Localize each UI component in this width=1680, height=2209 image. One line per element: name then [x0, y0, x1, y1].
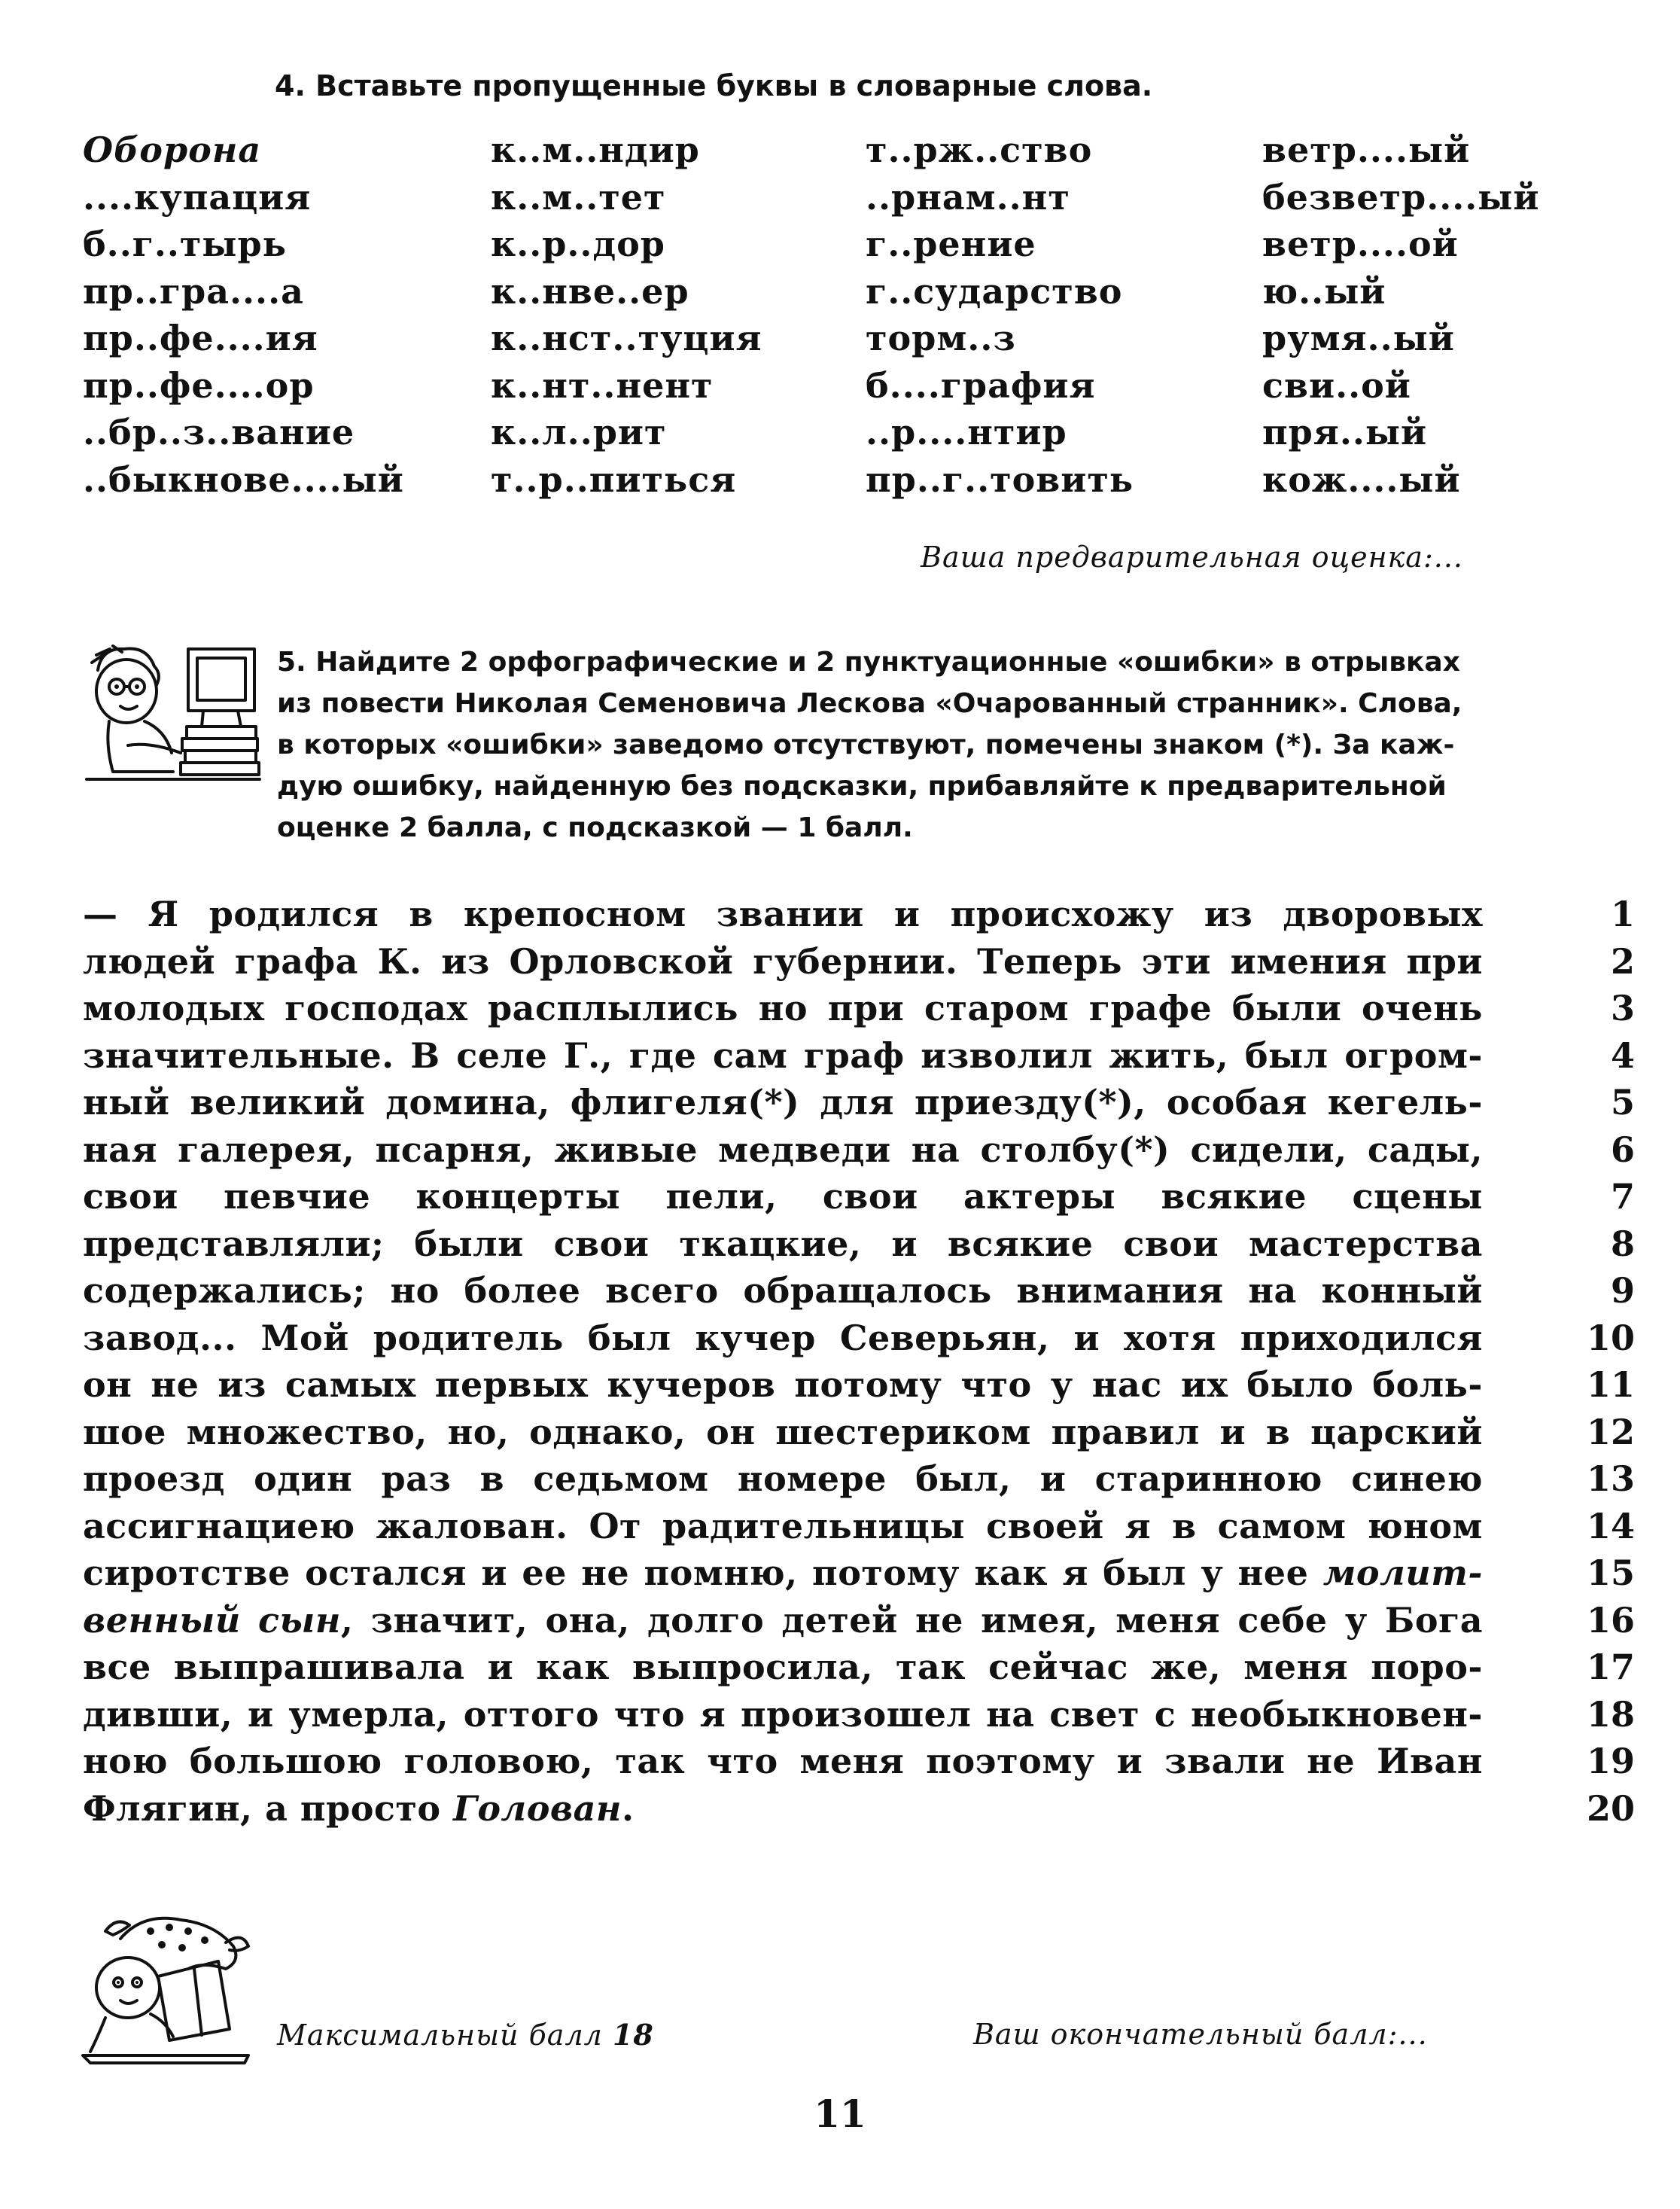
excerpt-line	[83, 1032, 1635, 1080]
word-item: к..м..ндир	[491, 129, 700, 170]
word-item: б..г..тырь	[83, 224, 287, 264]
max-score-label: Максимальный балл	[277, 2019, 603, 2052]
line-number: 6	[1610, 1129, 1635, 1170]
line-number: 2	[1610, 940, 1635, 982]
excerpt-italic-text: молит-	[1322, 1552, 1483, 1593]
word-item: к..м..тет	[491, 176, 666, 218]
word-item: кож....ый	[1262, 459, 1461, 500]
excerpt-line	[83, 1126, 1635, 1174]
excerpt-line-text: ный великий домина, флигеля(*) для приезду(*), особая кегель-	[83, 1082, 1483, 1123]
word-item: торм..з	[866, 318, 1016, 358]
word-item: пря..ый	[1262, 412, 1428, 452]
excerpt-text: сиротстве остался и ее не помню, потому как я был у нее	[83, 1552, 1323, 1593]
excerpt-line	[83, 1315, 1635, 1362]
word-item: к..л..рит	[491, 412, 667, 452]
excerpt-line	[83, 1455, 1635, 1503]
task4-title: 4. Вставьте пропущенные буквы в словарные слова.	[275, 69, 1153, 102]
excerpt-line-text: все выпрашивала и как выпросила, так сейчас же, меня поро-	[83, 1647, 1483, 1687]
word-item: румя..ый	[1262, 318, 1455, 358]
page-number: 11	[814, 2092, 866, 2136]
line-number: 11	[1586, 1364, 1635, 1405]
line-number: 4	[1610, 1034, 1635, 1076]
line-number: 19	[1586, 1741, 1635, 1781]
word-column-4	[1262, 126, 1540, 503]
word-item: ..рнам..нт	[866, 176, 1070, 218]
max-score-value: 18	[612, 2018, 654, 2052]
word-grid	[83, 126, 1633, 503]
line-number: 12	[1586, 1411, 1635, 1452]
excerpt-line	[83, 1549, 1635, 1597]
line-number: 1	[1610, 894, 1635, 934]
task5-line: 5. Найдите 2 орфографические и 2 пунктуационные «ошибки» в отрывках	[277, 647, 1460, 678]
excerpt-line	[83, 1361, 1635, 1409]
excerpt-line	[83, 1079, 1635, 1126]
line-number: 9	[1610, 1270, 1635, 1311]
excerpt-line-text: шое множество, но, однако, он шестериком правил и в царский	[83, 1411, 1483, 1452]
excerpt-line-text	[83, 1549, 1483, 1597]
word-item: ветр....ой	[1262, 224, 1459, 264]
line-number: 15	[1586, 1552, 1635, 1593]
line-number: 3	[1610, 988, 1635, 1028]
word-item: к..нве..ер	[491, 270, 689, 312]
line-number: 13	[1586, 1458, 1635, 1499]
excerpt-line-text: он не из самых первых кучеров потому что у нас их было боль-	[83, 1364, 1483, 1405]
excerpt-line-text: содержались; но более всего обращалось внимания на конный	[83, 1270, 1483, 1311]
line-number: 7	[1610, 1176, 1635, 1217]
girl-reading-book-icon	[75, 1909, 256, 2067]
task5-line: оценке 2 балла, с подсказкой — 1 балл.	[277, 812, 913, 843]
word-item: пр..фе....ор	[83, 364, 315, 406]
word-item: сви..ой	[1262, 364, 1411, 406]
line-number: 17	[1586, 1647, 1635, 1687]
word-item: б....графия	[866, 364, 1096, 406]
excerpt-line	[83, 985, 1635, 1032]
line-number: 18	[1586, 1693, 1635, 1735]
excerpt-italic-text: Голован	[453, 1787, 622, 1829]
word-item: Оборона	[83, 129, 262, 170]
word-item: к..нст..туция	[491, 318, 762, 358]
excerpt-line-text	[83, 1785, 1483, 1833]
line-number: 20	[1586, 1787, 1635, 1829]
excerpt-italic-text: венный сын	[83, 1599, 341, 1641]
excerpt-line-text: значительные. В селе Г., где сам граф изволил жить, был огром-	[83, 1034, 1483, 1076]
excerpt-line-text: людей графа К. из Орловской губернии. Теперь эти имения при	[83, 940, 1483, 982]
task5-instructions	[277, 641, 1542, 849]
excerpt-line-text: завод... Мой родитель был кучер Северьян, и хотя приходился	[83, 1317, 1483, 1358]
word-item: ..быкнове....ый	[83, 459, 404, 500]
excerpt-line	[83, 1738, 1635, 1785]
excerpt-text: .	[621, 1787, 635, 1829]
word-item: т..рж..ство	[866, 129, 1093, 170]
excerpt-line	[83, 1503, 1635, 1550]
excerpt-line	[83, 1597, 1635, 1644]
word-item: пр..гра....а	[83, 270, 304, 312]
excerpt-line-text: ассигнациею жалован. От радительницы своей я в самом юном	[83, 1505, 1483, 1546]
excerpt-line	[83, 1644, 1635, 1691]
word-item: пр..фе....ия	[83, 318, 318, 358]
word-item: к..нт..нент	[491, 364, 714, 406]
leskov-excerpt	[83, 891, 1635, 1832]
line-number: 14	[1586, 1505, 1635, 1546]
excerpt-line	[83, 1691, 1635, 1738]
word-item: ю..ый	[1262, 270, 1386, 312]
word-item: безветр....ый	[1262, 176, 1540, 218]
word-item: пр..г..товить	[866, 459, 1134, 500]
excerpt-line	[83, 1267, 1635, 1315]
max-score	[277, 2018, 654, 2052]
excerpt-line	[83, 1409, 1635, 1456]
excerpt-text: , значит, она, долго детей не имея, меня себе у Бога	[340, 1599, 1483, 1641]
excerpt-line-text: дивши, и умерла, оттого что я произошел на свет с необыкновен-	[83, 1693, 1483, 1735]
word-item: ..бр..з..вание	[83, 412, 355, 452]
line-number: 8	[1610, 1223, 1635, 1264]
line-number: 5	[1610, 1082, 1635, 1123]
excerpt-line-text: ная галерея, псарня, живые медведи на столбу(*) сидели, сады,	[83, 1129, 1483, 1170]
word-item: г..сударство	[866, 270, 1123, 312]
excerpt-line-text: свои певчие концерты пели, свои актеры всякие сцены	[83, 1176, 1483, 1217]
excerpt-line-text	[83, 1597, 1483, 1644]
excerpt-line-text: проезд один раз в седьмом номере был, и старинною синею	[83, 1458, 1483, 1499]
excerpt-line	[83, 891, 1635, 938]
word-item: к..р..дор	[491, 224, 665, 264]
excerpt-line	[83, 1220, 1635, 1268]
excerpt-line	[83, 1785, 1635, 1833]
excerpt-text: Флягин, а просто	[83, 1787, 454, 1829]
task5-line: из повести Николая Семеновича Лескова «Очарованный странник». Слова,	[277, 688, 1462, 719]
excerpt-line-text: — Я родился в крепосном звании и происхожу из дворовых	[83, 894, 1483, 934]
word-column-2	[491, 126, 762, 503]
excerpt-line-text: ною большою головою, так что меня поэтому и звали не Иван	[83, 1741, 1483, 1781]
word-item: т..р..питься	[491, 459, 737, 500]
word-item: ..р....нтир	[866, 412, 1067, 452]
excerpt-line	[83, 938, 1635, 986]
excerpt-line	[83, 1173, 1635, 1220]
final-score-label: Ваш окончательный балл:...	[973, 2018, 1428, 2051]
word-item: ветр....ый	[1262, 129, 1471, 170]
word-column-1	[83, 126, 404, 503]
excerpt-line-text: представляли; были свои ткацкие, и всякие свои мастерства	[83, 1223, 1483, 1264]
word-item: ....купация	[83, 176, 312, 218]
task5-line: дую ошибку, найденную без подсказки, прибавляйте к предварительной	[277, 771, 1447, 802]
line-number: 16	[1586, 1599, 1635, 1641]
boy-at-computer-icon	[83, 640, 263, 791]
word-column-3	[866, 126, 1134, 503]
task5-line: в которых «ошибки» заведомо отсутствуют, помечены знаком (*). За каж-	[277, 730, 1455, 760]
word-item: г..рение	[866, 224, 1036, 264]
excerpt-line-text: молодых господах расплылись но при старом графе были очень	[83, 988, 1483, 1028]
line-number: 10	[1586, 1317, 1635, 1358]
preliminary-estimate-label: Ваша предварительная оценка:...	[921, 541, 1463, 574]
